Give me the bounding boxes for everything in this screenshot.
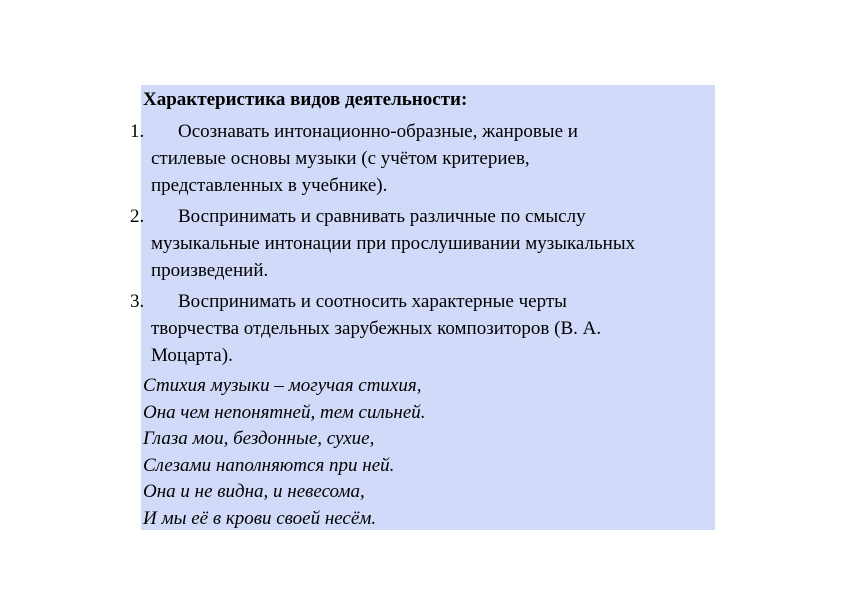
- poem-line: Она чем непонятней, тем сильней.: [143, 401, 426, 423]
- list-item-text-line: произведений.: [151, 260, 269, 281]
- list-item-text-line: Воспринимать и сравнивать различные по смыслу: [178, 206, 586, 227]
- list-item-number: 1.: [130, 121, 145, 142]
- list-item-text-line: Осознавать интонационно-образные, жанровые и: [178, 121, 578, 142]
- list-item-text-line: представленных в учебнике).: [151, 175, 388, 196]
- list-item: [130, 288, 710, 369]
- poem-line: Слезами наполняются при ней.: [143, 454, 395, 476]
- poem-line: Глаза мои, бездонные, сухие,: [143, 428, 375, 449]
- list-item-number: 3.: [130, 291, 145, 312]
- list-item-text-line: творчества отдельных зарубежных композиторов (В. А.: [151, 318, 602, 339]
- poem-line: Она и не видна, и невесома,: [143, 481, 365, 502]
- list-item-number: 2.: [130, 206, 145, 227]
- list-item-text-line: музыкальные интонации при прослушивании музыкальных: [151, 233, 636, 254]
- list-item: [130, 203, 710, 284]
- list-item-text-line: стилевые основы музыки (с учётом критериев,: [151, 148, 530, 169]
- poem-stanza: [143, 373, 426, 532]
- section-heading: Характеристика видов деятельности:: [143, 89, 468, 110]
- list-item: [130, 118, 710, 199]
- poem-line: Стихия музыки – могучая стихия,: [143, 375, 422, 396]
- list-item-text-line: Воспринимать и соотносить характерные черты: [178, 291, 567, 312]
- list-item-text-line: Моцарта).: [151, 345, 233, 366]
- poem-line: И мы её в крови своей несём.: [143, 507, 377, 529]
